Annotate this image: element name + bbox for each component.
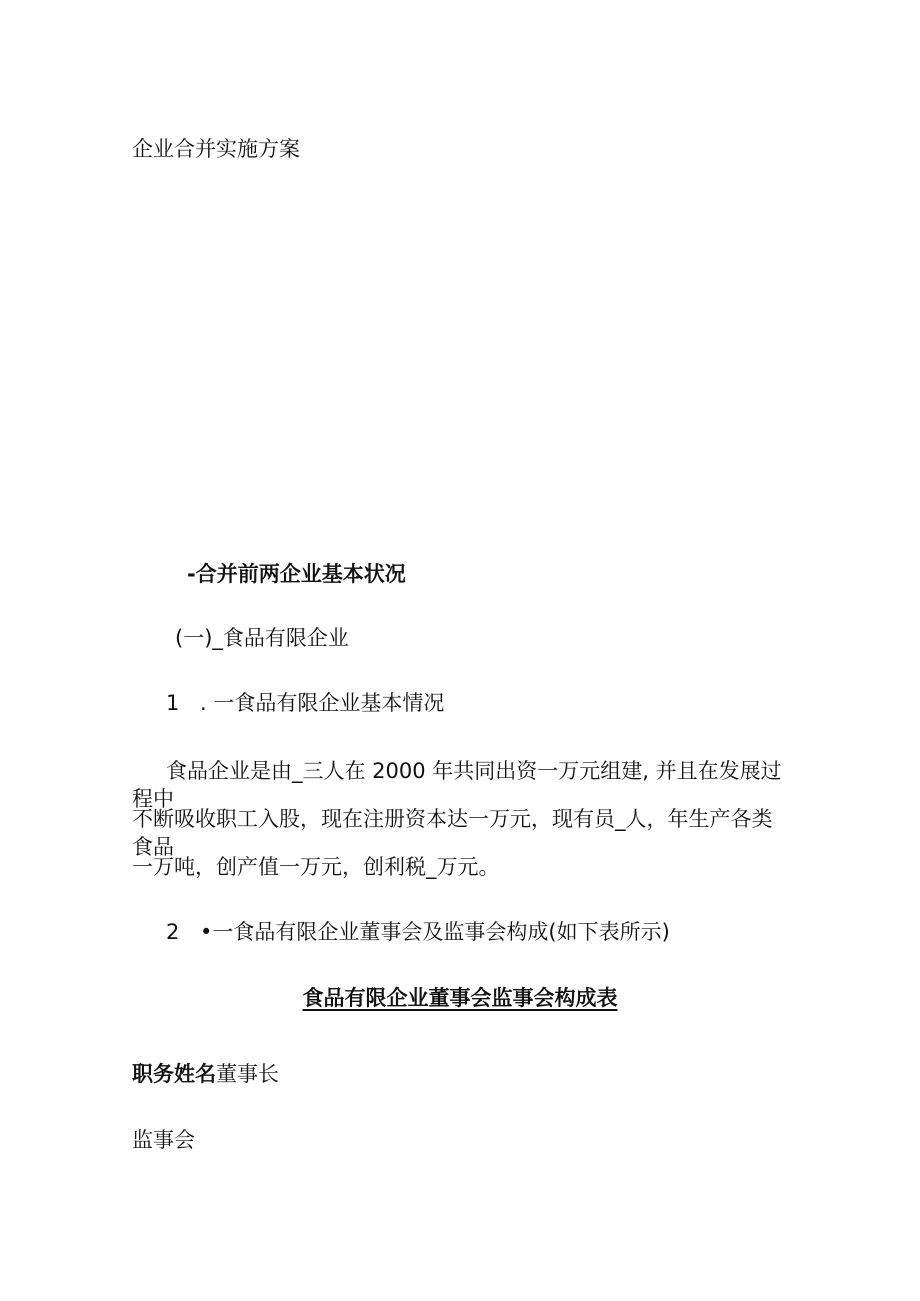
list-item-2-number: 2 (166, 920, 180, 944)
subsection-heading: (一)_食品有限企业 (175, 626, 349, 650)
paragraph-line-2: 不断吸收职工入股，现在注册资本达一万元，现有员_人，年生产各类食品 (132, 807, 773, 859)
list-item-1 (166, 689, 444, 717)
table-caption: 食品有限企业董事会监事会构成表 (302, 986, 618, 1010)
list-item-1-number: 1 (166, 691, 180, 715)
table-header-row (132, 1060, 279, 1088)
table-row: 监事会 (132, 1128, 195, 1152)
paragraph-line-3: 一万吨，创产值一万元，创利税_万元。 (132, 855, 500, 879)
list-item-1-text: . 一食品有限企业基本情况 (200, 691, 445, 715)
document-title: 企业合并实施方案 (132, 137, 300, 161)
table-header-bold: 职务姓名 (132, 1062, 216, 1086)
table-header-normal: 董事长 (216, 1062, 279, 1086)
list-item-2 (166, 918, 670, 946)
paragraph-line-1-text: 食品企业是由_三人在 2000 年共同出资一万元组建, 并且在发展过程中 (132, 759, 782, 811)
section-heading: -合并前两企业基本状况 (187, 562, 406, 586)
list-item-2-text: •一食品有限企业董事会及监事会构成(如下表所示) (200, 920, 670, 944)
